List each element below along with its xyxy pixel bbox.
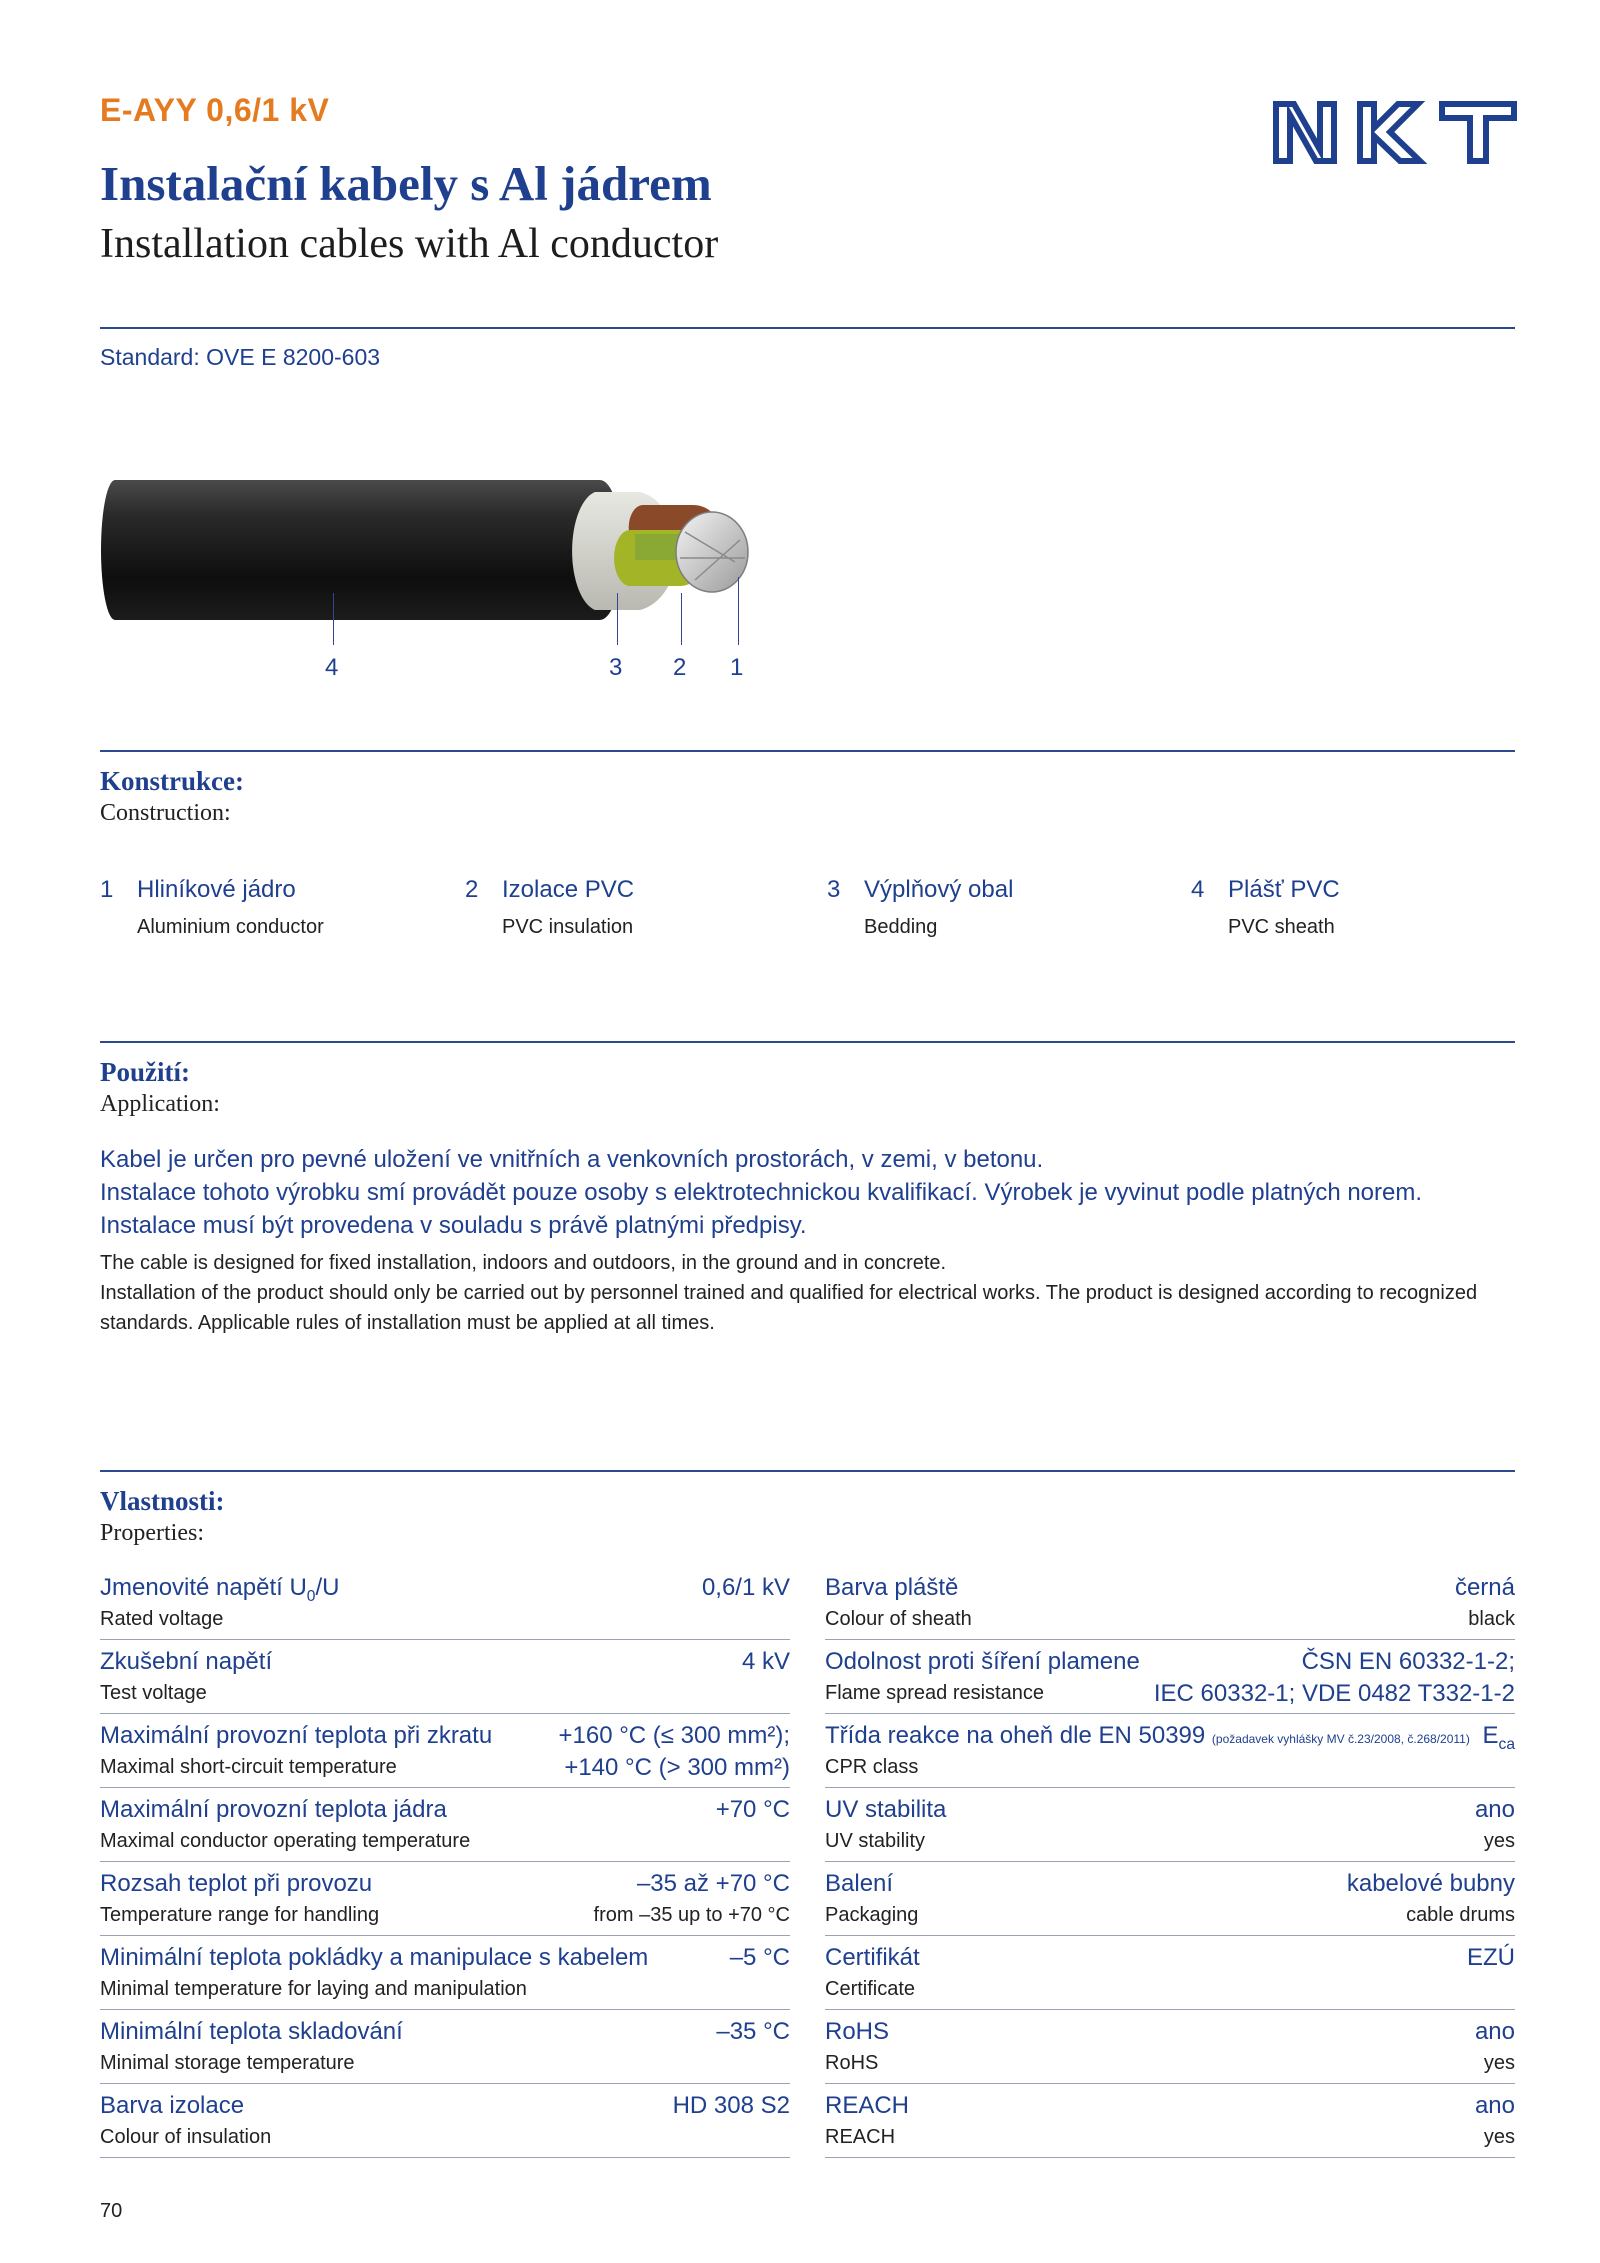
property-name: Balení	[825, 1870, 894, 1897]
properties-subheading: Properties:	[100, 1520, 204, 1546]
paragraph: Installation of the product should only be carried out by personnel trained and qualified for electrical works. The product is designed according to recognized standards. Applicable rules of installation must be applied at all times.	[100, 1282, 1478, 1334]
paragraph: Kabel je určen pro pevné uložení ve vnitřních a venkovních prostorách, v zemi, v betonu.	[100, 1146, 1044, 1173]
component-name: Výplňový obal	[864, 876, 1014, 903]
property-row	[100, 1566, 790, 1640]
property-row	[825, 2084, 1515, 2158]
property-value-en: yes	[1483, 2052, 1515, 2074]
property-name-en: Temperature range for handling	[100, 1904, 380, 1926]
property-row	[100, 2010, 790, 2084]
application-text-en	[100, 1248, 1520, 1338]
component-name: Izolace PVC	[502, 876, 635, 903]
properties-table-right	[825, 1566, 1515, 2158]
component-number: 2	[465, 876, 479, 903]
page-title: Instalační kabely s Al jádrem	[100, 156, 712, 211]
property-name-en: Certificate	[825, 1978, 916, 2000]
property-value: ano	[1474, 2018, 1515, 2045]
property-value: černá	[1454, 1574, 1515, 1601]
property-value-en: black	[1468, 1608, 1515, 1630]
properties-table-left	[100, 1566, 790, 2158]
property-name: Maximální provozní teplota jádra	[100, 1796, 447, 1823]
product-code: E-AYY 0,6/1 kV	[100, 92, 330, 128]
callout-1: 1	[730, 654, 744, 681]
property-value: ano	[1474, 1796, 1515, 1823]
paragraph: Instalace tohoto výrobku smí provádět pouze osoby s elektrotechnickou kvalifikací. Výrobek je vyvinut podle platných norem.	[100, 1179, 1423, 1206]
property-row	[100, 1640, 790, 1714]
property-name: Barva izolace	[100, 2092, 245, 2119]
property-name: RoHS	[825, 2018, 890, 2045]
component-name-en: Aluminium conductor	[137, 916, 324, 938]
component-number: 4	[1191, 876, 1205, 903]
component-name: Hliníkové jádro	[137, 876, 296, 903]
property-row	[825, 1936, 1515, 2010]
property-row	[100, 1714, 790, 1788]
property-name-en: Colour of sheath	[825, 1608, 972, 1630]
component-name-en: PVC sheath	[1228, 916, 1335, 938]
property-value: $E_{ca}$	[1482, 1722, 1515, 1753]
property-name-en: RoHS	[825, 2052, 879, 2074]
property-name: Odolnost proti šíření plamene	[825, 1648, 1140, 1675]
property-name: Certifikát	[825, 1944, 920, 1971]
property-row	[100, 1862, 790, 1936]
property-row	[100, 1788, 790, 1862]
property-name-en: Colour of insulation	[100, 2126, 272, 2148]
property-value: +160 °C (≤ 300 mm²);	[558, 1722, 790, 1749]
construction-heading: Konstrukce:	[100, 766, 244, 796]
application-text-cz	[100, 1143, 1520, 1242]
property-name-en: Maximal conductor operating temperature	[100, 1830, 471, 1852]
divider	[100, 750, 1515, 752]
property-name: Minimální teplota pokládky a manipulace s kabelem	[100, 1944, 649, 1971]
standard-label: Standard: OVE E 8200-603	[100, 344, 381, 370]
property-value: +70 °C	[715, 1796, 790, 1823]
property-name-en: Rated voltage	[100, 1608, 224, 1630]
property-name-en: Minimal storage temperature	[100, 2052, 355, 2074]
properties-heading: Vlastnosti:	[100, 1486, 225, 1516]
property-value: –5 °C	[729, 1944, 790, 1971]
property-name: Jmenovité napětí $U_0/U$	[100, 1574, 340, 1605]
property-name-en: CPR class	[825, 1756, 919, 1778]
construction-subheading: Construction:	[100, 800, 231, 826]
property-row	[825, 1566, 1515, 1640]
property-value: –35 °C	[716, 2018, 790, 2045]
divider	[100, 1041, 1515, 1043]
paragraph: The cable is designed for fixed installation, indoors and outdoors, in the ground and in concrete.	[100, 1252, 947, 1274]
property-value: ano	[1474, 2092, 1515, 2119]
page-subtitle: Installation cables with Al conductor	[100, 221, 719, 267]
cable-illustration	[95, 470, 795, 670]
application-subheading: Application:	[100, 1091, 220, 1117]
property-note: (požadavek vyhlášky MV č.23/2008, č.268/2011)	[1211, 1732, 1470, 1746]
property-row	[825, 1714, 1515, 1788]
property-name: UV stabilita	[825, 1796, 947, 1823]
application-heading: Použití:	[100, 1057, 190, 1087]
divider	[100, 327, 1515, 329]
property-value-en: cable drums	[1406, 1904, 1515, 1926]
callout-line-4	[333, 593, 334, 645]
property-name: REACH	[825, 2092, 910, 2119]
property-row	[100, 2084, 790, 2158]
page-number: 70	[100, 2200, 123, 2222]
divider	[100, 1470, 1515, 1472]
property-value: –35 až +70 °C	[636, 1870, 790, 1897]
property-name: Maximální provozní teplota při zkratu	[100, 1722, 493, 1749]
property-name-en: Flame spread resistance	[825, 1682, 1044, 1704]
component-name-en: PVC insulation	[502, 916, 634, 938]
callout-line-3	[617, 593, 618, 645]
callout-line-2	[681, 593, 682, 645]
property-name: Barva pláště	[825, 1574, 959, 1601]
property-value: 0,6/1 kV	[701, 1574, 790, 1601]
property-value-en: yes	[1483, 1830, 1515, 1852]
property-name-en: Packaging	[825, 1904, 919, 1926]
property-value: ČSN EN 60332-1-2;	[1301, 1648, 1515, 1675]
property-name-en: Maximal short-circuit temperature	[100, 1756, 397, 1778]
nkt-logo	[1272, 100, 1517, 164]
property-value: kabelové bubny	[1346, 1870, 1515, 1897]
property-name-en: Test voltage	[100, 1682, 207, 1704]
callout-4: 4	[325, 654, 339, 681]
property-name: Minimální teplota skladování	[100, 2018, 403, 2045]
callout-line-1	[738, 577, 739, 645]
component-name-en: Bedding	[864, 916, 938, 938]
property-name	[825, 1722, 1470, 1750]
property-row	[825, 1862, 1515, 1936]
paragraph: Instalace musí být provedena v souladu s právě platnými předpisy.	[100, 1212, 807, 1239]
callout-3: 3	[609, 654, 623, 681]
property-name-en: UV stability	[825, 1830, 926, 1852]
property-value: HD 308 S2	[672, 2092, 790, 2119]
property-name-en: REACH	[825, 2126, 896, 2148]
property-value-en: from –35 up to +70 °C	[593, 1904, 790, 1926]
component-name: Plášť PVC	[1228, 876, 1340, 903]
component-number: 1	[100, 876, 114, 903]
property-value-2: IEC 60332-1; VDE 0482 T332-1-2	[1153, 1680, 1515, 1707]
property-value: 4 kV	[741, 1648, 790, 1675]
property-row	[825, 2010, 1515, 2084]
property-name-en: Minimal temperature for laying and manipulation	[100, 1978, 527, 2000]
property-value-2: +140 °C (> 300 mm²)	[564, 1754, 790, 1781]
property-value: EZÚ	[1467, 1944, 1515, 1971]
component-number: 3	[827, 876, 841, 903]
property-row	[825, 1640, 1515, 1714]
property-row	[100, 1936, 790, 2010]
callout-2: 2	[673, 654, 687, 681]
property-name: Zkušební napětí	[100, 1648, 273, 1675]
property-row	[825, 1788, 1515, 1862]
property-value-en: yes	[1483, 2126, 1515, 2148]
property-name-text: Třída reakce na oheň dle EN 50399	[825, 1722, 1206, 1749]
property-name: Rozsah teplot při provozu	[100, 1870, 373, 1897]
